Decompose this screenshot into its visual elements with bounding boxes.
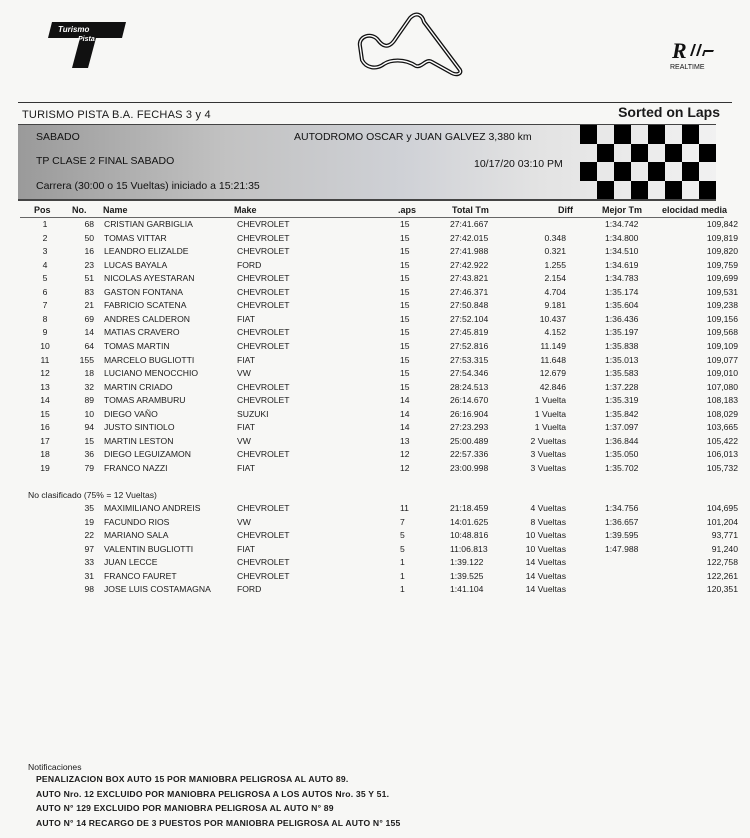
cell-laps: 15 — [400, 300, 410, 311]
cell-no: 10 — [84, 408, 94, 419]
session-label: TP CLASE 2 FINAL SABADO — [36, 155, 175, 167]
cell-total: 25:00.489 — [450, 435, 489, 446]
cell-no: 31 — [84, 570, 94, 581]
cell-name: JOSE LUIS COSTAMAGNA — [104, 584, 211, 595]
cell-diff: 4 Vueltas — [530, 503, 566, 513]
cell-make: CHEVROLET — [237, 570, 290, 581]
cell-pos: 7 — [42, 300, 48, 311]
race-info: Carrera (30:00 o 15 Vueltas) iniciado a 15:21:35 — [36, 180, 260, 192]
cell-total: 28:24.513 — [450, 381, 489, 392]
table-row — [0, 557, 750, 571]
cell-total: 27:45.819 — [450, 327, 489, 338]
not-classified-label: No clasificado (75% = 12 Vueltas) — [28, 490, 157, 500]
cell-speed: 109,699 — [706, 273, 738, 284]
cell-name: LEANDRO ELIZALDE — [104, 246, 189, 257]
cell-name: MARTIN CRIADO — [104, 381, 173, 392]
checker-square — [580, 125, 597, 144]
cell-pos: 2 — [42, 232, 48, 243]
cell-best: 1:35.838 — [605, 340, 639, 351]
cell-laps: 14 — [400, 422, 410, 433]
cell-no: 19 — [84, 516, 94, 527]
cell-no: 155 — [79, 354, 94, 365]
cell-laps: 15 — [400, 368, 410, 379]
cell-make: FIAT — [237, 313, 255, 324]
cell-no: 94 — [84, 422, 94, 433]
cell-speed: 103,665 — [706, 422, 738, 433]
cell-diff: 10.437 — [539, 313, 566, 324]
cell-diff: 2.154 — [544, 273, 566, 284]
cell-make: CHEVROLET — [237, 503, 290, 513]
cell-make: CHEVROLET — [237, 530, 290, 541]
cell-speed: 109,842 — [706, 219, 738, 229]
cell-speed: 120,351 — [706, 584, 738, 595]
cell-name: ANDRES CALDERON — [104, 313, 190, 324]
cell-diff: 0.348 — [544, 232, 566, 243]
col-laps: .aps — [398, 205, 417, 215]
checker-square — [597, 144, 614, 163]
header-rule — [20, 217, 724, 218]
cell-name: FABRICIO SCATENA — [104, 300, 187, 311]
cell-best: 1:37.097 — [605, 422, 639, 433]
table-row — [0, 449, 750, 463]
cell-no: 23 — [84, 259, 94, 270]
cell-speed: 93,771 — [711, 530, 738, 541]
cell-speed: 108,029 — [706, 408, 738, 419]
cell-total: 27:52.104 — [450, 313, 489, 324]
cell-no: 22 — [84, 530, 94, 541]
cell-no: 21 — [84, 300, 94, 311]
cell-make: CHEVROLET — [237, 327, 290, 338]
table-row — [0, 260, 750, 274]
cell-make: FORD — [237, 259, 262, 270]
cell-speed: 104,695 — [706, 503, 738, 513]
cell-pos: 14 — [40, 395, 50, 406]
cell-total: 21:18.459 — [450, 503, 489, 513]
notification-item: AUTO N° 14 RECARGO DE 3 PUESTOS POR MANIOBRA PELIGROSA AL AUTO N° 155 — [36, 817, 401, 828]
table-row — [0, 584, 750, 598]
cell-name: NICOLAS AYESTARAN — [104, 273, 195, 284]
cell-total: 23:00.998 — [450, 462, 489, 473]
col-total: Total Tm — [452, 205, 489, 215]
cell-name: VALENTIN BUGLIOTTI — [104, 543, 194, 554]
cell-diff: 14 Vueltas — [525, 570, 566, 581]
table-row — [0, 368, 750, 382]
cell-pos: 4 — [42, 259, 48, 270]
cell-total: 26:14.670 — [450, 395, 489, 406]
table-row — [0, 409, 750, 423]
cell-best: 1:34.756 — [605, 503, 639, 513]
cell-laps: 1 — [400, 557, 405, 568]
cell-best: 1:34.510 — [605, 246, 639, 257]
cell-speed: 109,077 — [706, 354, 738, 365]
cell-pos: 17 — [40, 435, 50, 446]
cell-no: 89 — [84, 395, 94, 406]
cell-make: FIAT — [237, 354, 255, 365]
cell-pos: 12 — [40, 368, 50, 379]
cell-diff: 3 Vueltas — [530, 462, 566, 473]
session-header-band — [18, 124, 716, 201]
cell-speed: 108,183 — [706, 395, 738, 406]
table-row — [0, 327, 750, 341]
cell-name: MAXIMILIANO ANDREIS — [104, 503, 201, 513]
event-title: TURISMO PISTA B.A. FECHAS 3 y 4 — [22, 109, 211, 121]
cell-no: 16 — [84, 246, 94, 257]
cell-diff: 42.846 — [539, 381, 566, 392]
notification-item: PENALIZACION BOX AUTO 15 POR MANIOBRA PELIGROSA AL AUTO 89. — [36, 774, 349, 784]
cell-name: LUCAS BAYALA — [104, 259, 168, 270]
table-row — [0, 436, 750, 450]
cell-pos: 18 — [40, 449, 50, 460]
cell-best: 1:34.742 — [605, 219, 639, 229]
cell-diff: 2 Vueltas — [530, 435, 566, 446]
cell-total: 1:41.104 — [450, 584, 484, 595]
cell-pos: 1 — [42, 219, 48, 229]
cell-diff: 3 Vueltas — [530, 449, 566, 460]
cell-name: TOMAS MARTIN — [104, 340, 170, 351]
cell-name: MARTIN LESTON — [104, 435, 174, 446]
cell-make: CHEVROLET — [237, 340, 290, 351]
svg-text:REALTIME: REALTIME — [670, 64, 705, 71]
cell-make: FIAT — [237, 462, 255, 473]
table-row — [0, 314, 750, 328]
cell-speed: 107,080 — [706, 381, 738, 392]
cell-pos: 10 — [40, 340, 50, 351]
cell-laps: 12 — [400, 449, 410, 460]
cell-best: 1:35.702 — [605, 462, 639, 473]
checker-square — [682, 162, 699, 181]
turismo-pista-logo — [48, 16, 128, 70]
cell-diff: 4.152 — [544, 327, 566, 338]
cell-laps: 5 — [400, 543, 405, 554]
table-row — [0, 571, 750, 585]
cell-name: CRISTIAN GARBIGLIA — [104, 219, 193, 229]
cell-total: 27:52.816 — [450, 340, 489, 351]
cell-no: 68 — [84, 219, 94, 229]
cell-name: JUAN LECCE — [104, 557, 158, 568]
day-label: SABADO — [36, 131, 80, 143]
cell-best: 1:35.583 — [605, 368, 639, 379]
cell-speed: 109,531 — [706, 286, 738, 297]
cell-total: 22:57.336 — [450, 449, 489, 460]
cell-no: 69 — [84, 313, 94, 324]
cell-name: MATIAS CRAVERO — [104, 327, 180, 338]
cell-make: FIAT — [237, 543, 255, 554]
notifications-title: Notificaciones — [28, 762, 82, 772]
checker-square — [699, 181, 716, 200]
col-make: Make — [234, 205, 257, 215]
cell-laps: 15 — [400, 354, 410, 365]
cell-total: 27:50.848 — [450, 300, 489, 311]
cell-name: MARIANO SALA — [104, 530, 169, 541]
cell-no: 36 — [84, 449, 94, 460]
cell-no: 50 — [84, 232, 94, 243]
cell-make: FIAT — [237, 422, 255, 433]
datetime-label: 10/17/20 03:10 PM — [474, 158, 563, 170]
table-row — [0, 422, 750, 436]
cell-speed: 91,240 — [711, 543, 738, 554]
checker-square — [614, 162, 631, 181]
cell-name: TOMAS VITTAR — [104, 232, 167, 243]
cell-diff: 1 Vuelta — [534, 422, 566, 433]
checker-square — [682, 125, 699, 144]
cell-make: SUZUKI — [237, 408, 269, 419]
cell-no: 79 — [84, 462, 94, 473]
cell-laps: 15 — [400, 219, 410, 229]
cell-diff: 11.149 — [540, 340, 566, 351]
cell-laps: 15 — [400, 273, 410, 284]
cell-total: 1:39.122 — [450, 557, 484, 568]
cell-total: 26:16.904 — [450, 408, 489, 419]
cell-laps: 1 — [400, 584, 405, 595]
cell-make: VW — [237, 516, 251, 527]
cell-best: 1:47.988 — [605, 543, 639, 554]
col-no: No. — [72, 205, 87, 215]
cell-speed: 109,568 — [706, 327, 738, 338]
cell-make: CHEVROLET — [237, 219, 290, 229]
cell-best: 1:35.013 — [605, 354, 639, 365]
cell-diff: 14 Vueltas — [525, 584, 566, 595]
cell-speed: 109,109 — [706, 340, 738, 351]
cell-make: VW — [237, 368, 251, 379]
cell-no: 64 — [84, 340, 94, 351]
cell-total: 14:01.625 — [450, 516, 489, 527]
cell-laps: 13 — [400, 435, 410, 446]
cell-speed: 109,010 — [706, 368, 738, 379]
cell-pos: 15 — [40, 408, 50, 419]
cell-no: 15 — [84, 435, 94, 446]
cell-best: 1:34.783 — [605, 273, 639, 284]
cell-name: MARCELO BUGLIOTTI — [104, 354, 195, 365]
cell-laps: 7 — [400, 516, 405, 527]
realtime-logo — [668, 36, 724, 72]
cell-make: VW — [237, 435, 251, 446]
cell-diff: 0.321 — [544, 246, 566, 257]
cell-pos: 3 — [42, 246, 48, 257]
cell-total: 27:46.371 — [450, 286, 489, 297]
checker-square — [648, 162, 665, 181]
cell-speed: 109,156 — [706, 313, 738, 324]
checkered-flag-icon — [580, 125, 716, 199]
table-row — [0, 219, 750, 233]
table-row — [0, 273, 750, 287]
circuit-map-icon — [350, 8, 470, 80]
cell-name: TOMAS ARAMBURU — [104, 395, 186, 406]
cell-diff: 12.679 — [539, 368, 566, 379]
checker-square — [631, 144, 648, 163]
cell-diff: 9.181 — [544, 300, 566, 311]
col-pos: Pos — [34, 205, 51, 215]
cell-best: 1:36.657 — [605, 516, 639, 527]
cell-no: 32 — [84, 381, 94, 392]
cell-no: 14 — [84, 327, 94, 338]
svg-text:Turismo: Turismo — [58, 25, 90, 34]
col-name: Name — [103, 205, 128, 215]
cell-best: 1:35.197 — [605, 327, 639, 338]
checker-square — [665, 181, 682, 200]
cell-total: 27:54.346 — [450, 368, 489, 379]
cell-make: CHEVROLET — [237, 246, 290, 257]
cell-diff: 10 Vueltas — [525, 530, 566, 541]
table-row — [0, 382, 750, 396]
cell-speed: 105,732 — [706, 462, 738, 473]
checker-square — [614, 125, 631, 144]
cell-total: 27:41.667 — [450, 219, 489, 229]
cell-total: 27:53.315 — [450, 354, 489, 365]
table-row — [0, 300, 750, 314]
svg-text:Pista: Pista — [78, 36, 95, 43]
cell-diff: 14 Vueltas — [525, 557, 566, 568]
cell-name: FRANCO FAURET — [104, 570, 177, 581]
cell-make: CHEVROLET — [237, 395, 290, 406]
cell-name: DIEGO VAÑO — [104, 408, 158, 419]
cell-best: 1:36.844 — [605, 435, 639, 446]
cell-total: 10:48.816 — [450, 530, 489, 541]
cell-laps: 1 — [400, 570, 405, 581]
cell-laps: 14 — [400, 395, 410, 406]
cell-pos: 13 — [40, 381, 50, 392]
cell-make: CHEVROLET — [237, 286, 290, 297]
cell-make: CHEVROLET — [237, 557, 290, 568]
top-rule — [18, 102, 732, 103]
table-row — [0, 530, 750, 544]
cell-pos: 19 — [40, 462, 50, 473]
table-row — [0, 517, 750, 531]
cell-best: 1:35.842 — [605, 408, 639, 419]
svg-text:R: R — [672, 38, 687, 63]
cell-name: FRANCO NAZZI — [104, 462, 168, 473]
cell-no: 97 — [84, 543, 94, 554]
cell-diff: 1 Vuelta — [534, 408, 566, 419]
table-row — [0, 287, 750, 301]
cell-laps: 15 — [400, 246, 410, 257]
cell-pos: 6 — [42, 286, 48, 297]
cell-no: 98 — [84, 584, 94, 595]
cell-total: 27:41.988 — [450, 246, 489, 257]
notification-item: AUTO N° 129 EXCLUIDO POR MANIOBRA PELIGROSA AL AUTO N° 89 — [36, 803, 334, 813]
cell-pos: 8 — [42, 313, 48, 324]
cell-diff: 1.255 — [544, 259, 566, 270]
cell-laps: 11 — [400, 503, 409, 513]
table-row — [0, 341, 750, 355]
notification-item: AUTO Nro. 12 EXCLUIDO POR MANIOBRA PELIGROSA A LOS AUTOS Nro. 35 Y 51. — [36, 788, 390, 799]
cell-speed: 109,819 — [706, 232, 738, 243]
checker-square — [631, 181, 648, 200]
cell-speed: 122,758 — [706, 557, 738, 568]
cell-make: CHEVROLET — [237, 232, 290, 243]
cell-name: LUCIANO MENOCCHIO — [104, 368, 199, 379]
cell-laps: 15 — [400, 313, 410, 324]
table-row — [0, 503, 750, 517]
cell-best: 1:34.619 — [605, 259, 639, 270]
cell-diff: 1 Vuelta — [534, 395, 566, 406]
cell-laps: 14 — [400, 408, 410, 419]
cell-name: DIEGO LEGUIZAMON — [104, 449, 191, 460]
checker-square — [580, 162, 597, 181]
table-row — [0, 544, 750, 558]
cell-make: CHEVROLET — [237, 381, 290, 392]
cell-pos: 16 — [40, 422, 50, 433]
table-row — [0, 233, 750, 247]
cell-name: GASTON FONTANA — [104, 286, 183, 297]
cell-laps: 12 — [400, 462, 410, 473]
cell-best: 1:36.436 — [605, 313, 639, 324]
cell-total: 27:42.922 — [450, 259, 489, 270]
cell-total: 27:23.293 — [450, 422, 489, 433]
cell-no: 18 — [84, 368, 94, 379]
table-row — [0, 246, 750, 260]
cell-make: CHEVROLET — [237, 449, 290, 460]
cell-speed: 105,422 — [706, 435, 738, 446]
cell-no: 33 — [84, 557, 94, 568]
cell-diff: 8 Vueltas — [530, 516, 566, 527]
col-diff: Diff — [558, 205, 573, 215]
cell-make: CHEVROLET — [237, 300, 290, 311]
table-row — [0, 463, 750, 477]
cell-name: JUSTO SINTIOLO — [104, 422, 175, 433]
cell-speed: 109,238 — [706, 300, 738, 311]
cell-speed: 109,759 — [706, 259, 738, 270]
cell-laps: 15 — [400, 381, 410, 392]
cell-best: 1:35.174 — [605, 286, 639, 297]
cell-best: 1:39.595 — [605, 530, 639, 541]
checker-square — [699, 144, 716, 163]
cell-total: 27:43.821 — [450, 273, 489, 284]
cell-pos: 9 — [42, 327, 48, 338]
checker-square — [665, 144, 682, 163]
cell-speed: 101,204 — [706, 516, 738, 527]
cell-name: FACUNDO RIOS — [104, 516, 170, 527]
cell-diff: 4.704 — [544, 286, 566, 297]
cell-laps: 15 — [400, 259, 410, 270]
cell-best: 1:37.228 — [605, 381, 639, 392]
circuit-label: AUTODROMO OSCAR y JUAN GALVEZ 3,380 km — [294, 131, 532, 143]
cell-no: 83 — [84, 286, 94, 297]
cell-best: 1:35.604 — [605, 300, 639, 311]
cell-pos: 5 — [42, 273, 48, 284]
cell-no: 51 — [84, 273, 94, 284]
cell-laps: 15 — [400, 286, 410, 297]
checker-square — [648, 125, 665, 144]
cell-pos: 11 — [40, 354, 50, 365]
sort-label: Sorted on Laps — [618, 104, 720, 120]
col-speed: elocidad media — [662, 205, 728, 215]
cell-make: CHEVROLET — [237, 273, 290, 284]
cell-speed: 122,261 — [706, 570, 738, 581]
cell-best: 1:35.319 — [605, 395, 639, 406]
cell-best: 1:35.050 — [605, 449, 639, 460]
cell-total: 27:42.015 — [450, 232, 489, 243]
table-row — [0, 395, 750, 409]
cell-laps: 5 — [400, 530, 405, 541]
cell-speed: 109,820 — [706, 246, 738, 257]
cell-diff: 11.648 — [540, 354, 566, 365]
cell-diff: 10 Vueltas — [525, 543, 566, 554]
cell-total: 11:06.813 — [450, 543, 488, 554]
table-row — [0, 355, 750, 369]
cell-no: 35 — [84, 503, 94, 513]
cell-total: 1:39.525 — [450, 570, 484, 581]
cell-laps: 15 — [400, 327, 410, 338]
cell-speed: 106,013 — [706, 449, 738, 460]
cell-make: FORD — [237, 584, 262, 595]
cell-laps: 15 — [400, 340, 410, 351]
col-best: Mejor Tm — [602, 205, 643, 215]
checker-square — [597, 181, 614, 200]
cell-laps: 15 — [400, 232, 410, 243]
cell-best: 1:34.800 — [605, 232, 639, 243]
